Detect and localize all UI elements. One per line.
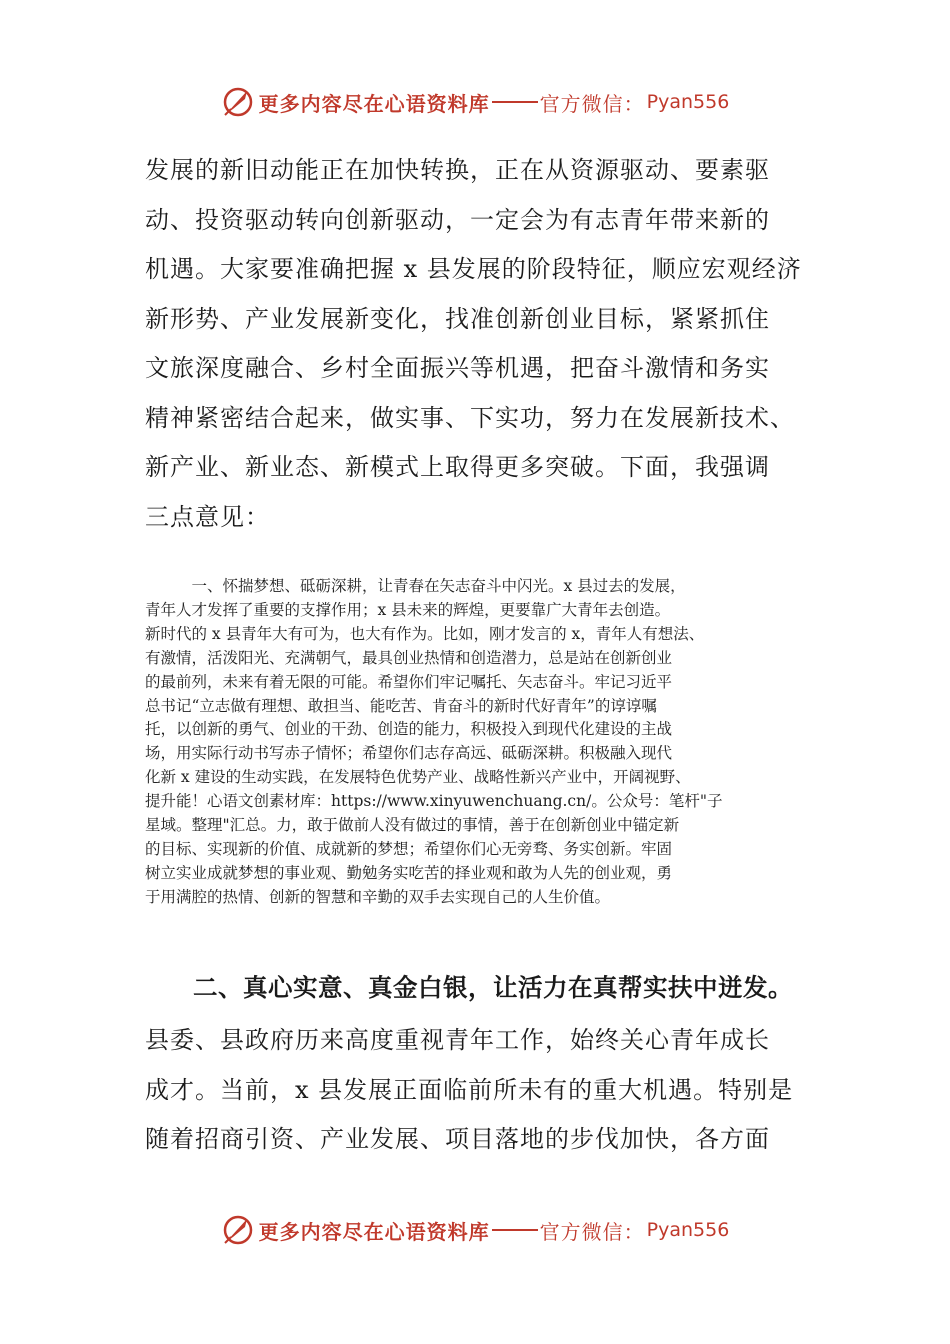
- banner-title: 更多内容尽在心语资料库: [258, 1219, 490, 1244]
- section-line: 星域。整理"汇总。力，敢于做前人没有做过的事情，善于在创新创业中锚定新: [145, 816, 680, 835]
- section-line: 新时代的 x 县青年大有可为，也大有作为。比如，刚才发言的 x，青年人有想法、: [145, 624, 705, 643]
- section-line: 的最前列，未来有着无限的可能。希望你们牢记嘱托、矢志奋斗。牢记习近平: [145, 672, 673, 691]
- banner-subtitle: 官方微信：: [539, 91, 645, 116]
- banner-subtitle: 官方微信：: [539, 1219, 645, 1244]
- paragraph-line: 成才。当前，x 县发展正面临前所未有的重大机遇。特别是: [145, 1075, 794, 1104]
- section-line: 总书记“立志做有理想、敢担当、能吃苦、肯奋斗的新时代好青年”的谆谆嘱: [145, 696, 657, 715]
- section-line: 一、怀揣梦想、砥砺深耕，让青春在矢志奋斗中闪光。x 县过去的发展，: [145, 577, 686, 595]
- section-line: 提升能！心语文创素材库：https://www.xinyuwenchuang.cn/。公众号：笔杆"子: [145, 792, 723, 811]
- paragraph-line: 发展的新旧动能正在加快转换，正在从资源驱动、要素驱: [145, 156, 770, 184]
- banner-divider: [492, 1229, 538, 1231]
- banner-wechat-id: Pyan556: [646, 1219, 730, 1241]
- paragraph-line: 县委、县政府历来高度重视青年工作，始终关心青年成长: [145, 1026, 770, 1054]
- section-line: 树立实业成就梦想的事业观、勤勉务实吃苦的择业观和敢为人先的创业观，勇: [145, 863, 673, 882]
- section-line: 有激情，活泼阳光、充满朝气，最具创业热情和创造潜力，总是站在创新创业: [145, 648, 673, 667]
- section-two-heading: 二、真心实意、真金白银，让活力在真帮实扶中迸发。: [193, 973, 793, 1002]
- section-line: 托，以创新的勇气、创业的干劲、创造的能力，积极投入到现代化建设的主战: [145, 720, 673, 739]
- section-line: 的目标、实现新的价值、成就新的梦想；希望你们心无旁骛、务实创新。牢固: [145, 839, 673, 858]
- section-line: 场，用实际行动书写赤子情怀；希望你们志存高远、砥砺深耕。积极融入现代: [145, 744, 673, 763]
- paragraph-line: 三点意见：: [145, 502, 270, 531]
- banner-divider: [492, 101, 538, 103]
- paragraph-line: 机遇。大家要准确把握 x 县发展的阶段特征，顺应宏观经济: [145, 255, 802, 283]
- quill-pen-icon: [221, 1213, 255, 1247]
- section-line: 化新 x 建设的生动实践，在发展特色优势产业、战略性新兴产业中，开阔视野、: [145, 768, 691, 787]
- body-paragraph-two: [145, 1016, 825, 1165]
- banner-wechat-id: Pyan556: [646, 91, 730, 113]
- quill-pen-icon: [221, 85, 255, 119]
- body-paragraph: [145, 146, 825, 542]
- paragraph-line: 新产业、新业态、新模式上取得更多突破。下面，我强调: [145, 453, 770, 481]
- banner-title: 更多内容尽在心语资料库: [258, 91, 490, 116]
- paragraph-line: 文旅深度融合、乡村全面振兴等机遇，把奋斗激情和务实: [145, 354, 770, 382]
- section-line: 青年人才发挥了重要的支撑作用；x 县未来的辉煌，更要靠广大青年去创造。: [145, 600, 671, 619]
- section-one-text: [145, 575, 825, 910]
- header-banner: [0, 80, 950, 124]
- footer-banner: [0, 1208, 950, 1252]
- section-line: 于用满腔的热情、创新的智慧和辛勤的双手去实现自己的人生价值。: [145, 887, 611, 906]
- paragraph-line: 精神紧密结合起来，做实事、下实功，努力在发展新技术、: [145, 403, 795, 432]
- paragraph-line: 新形势、产业发展新变化，找准创新创业目标，紧紧抓住: [145, 304, 770, 333]
- paragraph-line: 随着招商引资、产业发展、项目落地的步伐加快，各方面: [145, 1125, 770, 1153]
- paragraph-line: 动、投资驱动转向创新驱动，一定会为有志青年带来新的: [145, 205, 770, 234]
